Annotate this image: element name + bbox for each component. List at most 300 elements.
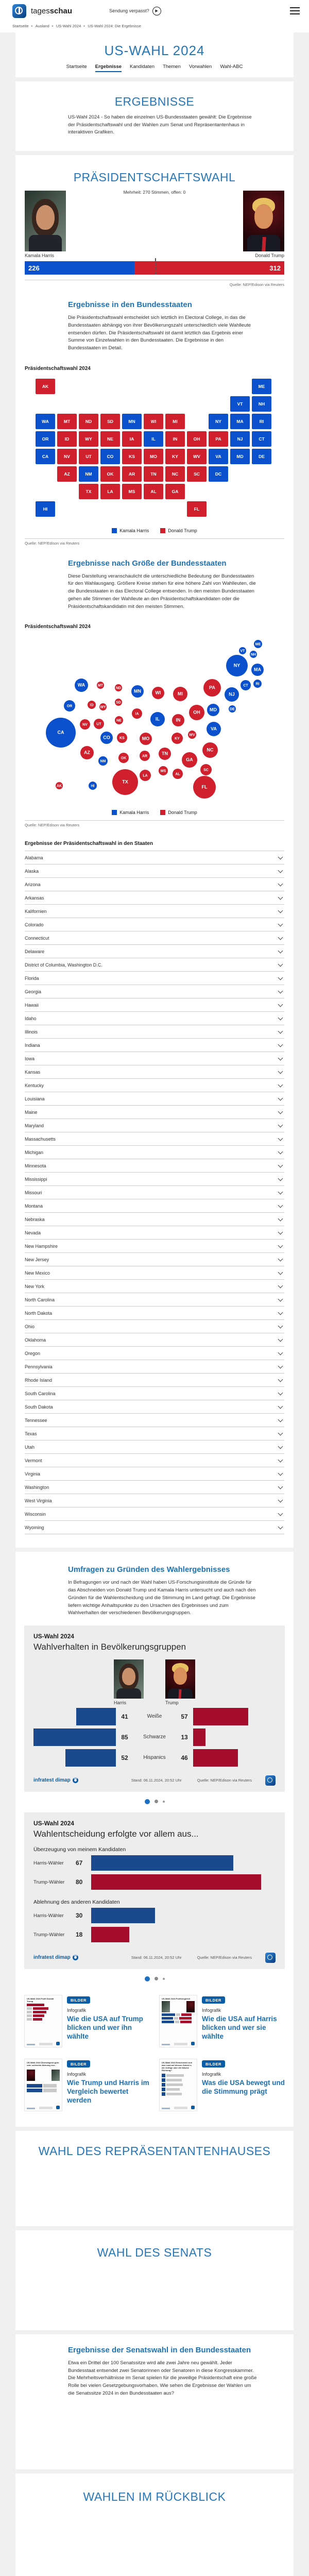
state-row[interactable]	[25, 1038, 284, 1052]
state-row[interactable]	[25, 1025, 284, 1038]
svg-text:MI: MI	[178, 691, 183, 697]
map-tile-MN[interactable]: MN	[122, 414, 142, 429]
teaser-text	[202, 2059, 285, 2111]
map-tile-NY[interactable]: NY	[209, 414, 228, 429]
state-row[interactable]	[25, 877, 284, 891]
state-row[interactable]	[25, 1279, 284, 1293]
bubble-WV[interactable]	[188, 731, 196, 739]
state-row[interactable]	[25, 1159, 284, 1172]
state-row[interactable]	[25, 1520, 284, 1534]
map-tile-VT[interactable]: VT	[230, 396, 250, 412]
chevron-down-icon	[278, 1109, 283, 1114]
map-tile-ME[interactable]: ME	[252, 379, 271, 394]
map-tile-OR[interactable]: OR	[36, 431, 55, 447]
state-row[interactable]	[25, 904, 284, 918]
svg-text:WI: WI	[155, 690, 161, 696]
map-tile-NM[interactable]: NM	[79, 466, 98, 482]
map-tile-PA[interactable]: PA	[209, 431, 228, 447]
bubble-WY[interactable]	[99, 703, 107, 710]
map-tile-OH[interactable]: OH	[187, 431, 207, 447]
state-name: Iowa	[25, 1056, 35, 1061]
teaser-title[interactable]: Wie die USA auf Harris blicken und wer sie wählte	[202, 2014, 277, 2041]
ard-logo-icon	[265, 1953, 276, 1963]
map-tile-NV[interactable]: NV	[57, 449, 77, 464]
bubble-TN[interactable]	[159, 748, 171, 760]
teaser-card[interactable]	[159, 2059, 285, 2111]
svg-text:OR: OR	[66, 704, 73, 708]
bubble-WI[interactable]	[152, 687, 164, 699]
chart2-row	[33, 1925, 276, 1944]
trump-bar	[91, 1874, 261, 1890]
map-tile-AR[interactable]: AR	[122, 466, 142, 482]
rueckblick-card	[15, 2473, 294, 2576]
teaser-title[interactable]: Was die USA bewegt und die Stimmung prägt	[202, 2078, 285, 2096]
majority-marker	[155, 258, 156, 275]
state-name: Mississippi	[25, 1176, 47, 1182]
teaser-card[interactable]	[24, 2059, 150, 2111]
svg-text:MN: MN	[134, 688, 141, 694]
chart2-stand: Stand: 06.11.2024, 20:52 Uhr	[131, 1955, 182, 1960]
map-tile-ID[interactable]: ID	[57, 431, 77, 447]
voter-label: Trump-Wähler	[33, 1931, 65, 1938]
bubble-NV[interactable]	[80, 719, 90, 730]
bubble-WA[interactable]	[75, 679, 88, 692]
bubble-KS[interactable]	[117, 733, 127, 743]
harris-photo	[25, 191, 66, 251]
harris-bar	[76, 1708, 116, 1725]
chevron-down-icon	[278, 1243, 283, 1248]
state-row[interactable]	[25, 1199, 284, 1212]
state-name: West Virginia	[25, 1498, 52, 1503]
bubble-NJ[interactable]	[225, 687, 239, 702]
bubble-VT[interactable]	[239, 647, 246, 654]
bubble-NE[interactable]	[115, 716, 123, 724]
map-tile-CO[interactable]: CO	[100, 449, 120, 464]
chevron-down-icon	[278, 1350, 283, 1355]
map-tile-MT[interactable]: MT	[57, 414, 77, 429]
bubble-CA[interactable]	[46, 718, 76, 748]
state-row[interactable]	[25, 1306, 284, 1319]
svg-text:AZ: AZ	[84, 750, 90, 755]
bubble-PA[interactable]	[203, 679, 221, 697]
electoral-cartogram[interactable]	[15, 634, 294, 804]
chevron-down-icon	[278, 935, 283, 940]
svg-text:DE: DE	[230, 707, 235, 711]
bubble-MI[interactable]	[173, 687, 187, 701]
chart1-footer	[33, 1775, 276, 1786]
state-row[interactable]	[25, 1011, 284, 1025]
map-tile-UT[interactable]: UT	[79, 449, 98, 464]
state-row[interactable]	[25, 918, 284, 931]
majority-note: Mehrheit: 270 Stimmen, offen: 0	[123, 190, 186, 195]
harris-bar	[91, 1855, 233, 1871]
bubble-SD[interactable]	[115, 699, 122, 706]
chart2-row	[33, 1854, 276, 1873]
chart1-row	[33, 1749, 276, 1767]
map-tile-AK[interactable]: AK	[36, 379, 55, 394]
svg-text:ID: ID	[90, 703, 94, 707]
tab-wahl-abc[interactable]: Wahl-ABC	[220, 64, 243, 70]
state-row[interactable]	[25, 1293, 284, 1306]
tab-startseite[interactable]: Startseite	[66, 64, 87, 70]
map-tile-KY[interactable]: KY	[165, 449, 185, 464]
source-note: Quelle: NEP/Edison via Reuters	[25, 540, 80, 546]
trump-bar	[91, 1927, 129, 1942]
map-tile-DC[interactable]: DC	[209, 466, 228, 482]
map-tile-MA[interactable]: MA	[230, 414, 250, 429]
svg-text:WV: WV	[189, 733, 195, 737]
carousel-dot[interactable]	[163, 1801, 165, 1803]
svg-text:CA: CA	[57, 730, 64, 735]
sendung-verpasst-label: Sendung verpasst?	[109, 8, 149, 13]
bubble-RI[interactable]	[253, 680, 262, 688]
tab-ergebnisse[interactable]: Ergebnisse	[95, 64, 122, 72]
state-row[interactable]	[25, 958, 284, 971]
map-tile-WV[interactable]: WV	[187, 449, 207, 464]
chevron-down-icon	[278, 1202, 283, 1208]
bilder-badge: BILDER	[67, 1996, 90, 2004]
state-name: Connecticut	[25, 935, 49, 941]
state-name: Vermont	[25, 1458, 42, 1463]
map-tile-IA[interactable]: IA	[122, 431, 142, 447]
chevron-down-icon	[278, 894, 283, 900]
bubble-NC[interactable]	[202, 742, 218, 758]
chevron-down-icon	[278, 961, 283, 967]
state-row[interactable]	[25, 1052, 284, 1065]
map-tile-KS[interactable]: KS	[122, 449, 142, 464]
map-tile-LA[interactable]: LA	[100, 484, 120, 499]
bubble-UT[interactable]	[94, 719, 104, 729]
state-name: Pennsylvania	[25, 1364, 53, 1369]
map-tile-RI[interactable]: RI	[252, 414, 271, 429]
svg-text:MA: MA	[254, 667, 261, 672]
state-name: Nevada	[25, 1230, 41, 1235]
state-row[interactable]	[25, 971, 284, 985]
tab-vorwahlen[interactable]: Vorwahlen	[188, 64, 212, 70]
chevron-down-icon	[278, 1122, 283, 1127]
bubble-AZ[interactable]	[80, 746, 94, 759]
bubble-NM[interactable]	[98, 756, 108, 766]
map-tile-AL[interactable]: AL	[144, 484, 163, 499]
state-row[interactable]	[25, 985, 284, 998]
state-name: Hawaii	[25, 1002, 39, 1008]
map-tile-WA[interactable]: WA	[36, 414, 55, 429]
state-row[interactable]	[25, 1507, 284, 1520]
ard-logo-icon	[191, 2042, 195, 2045]
state-row[interactable]	[25, 1185, 284, 1199]
trump-value: 13	[181, 1733, 188, 1741]
map-tile-MS[interactable]: MS	[122, 484, 142, 499]
harris-photo-small	[114, 1659, 144, 1699]
map-tile-MD[interactable]: MD	[230, 449, 250, 464]
map-tile-TN[interactable]: TN	[144, 466, 163, 482]
state-row[interactable]	[25, 1480, 284, 1494]
chevron-down-icon	[278, 1229, 283, 1234]
bubble-MO[interactable]	[140, 733, 152, 745]
state-name: Colorado	[25, 922, 44, 927]
breadcrumb	[0, 22, 309, 32]
chevron-down-icon	[278, 1055, 283, 1060]
state-row[interactable]	[25, 864, 284, 877]
chart2-row	[33, 1873, 276, 1892]
trump-bar	[193, 1708, 248, 1725]
bubble-ID[interactable]	[88, 701, 96, 709]
hamburger-menu-icon[interactable]	[290, 7, 300, 14]
bubble-GA[interactable]	[182, 752, 197, 768]
breadcrumb-separator-icon: ▸	[31, 25, 33, 28]
bilder-badge: BILDER	[67, 2060, 90, 2067]
groesse-heading: Ergebnisse nach Größe der Bundesstaaten	[68, 558, 227, 568]
state-row[interactable]	[25, 1333, 284, 1346]
state-name: Kansas	[25, 1069, 41, 1075]
map-tile-NC[interactable]: NC	[165, 466, 185, 482]
bubble-ND[interactable]	[115, 684, 122, 691]
harris-votes-bar: 226	[25, 261, 134, 275]
breadcrumb-item[interactable]: Ausland	[35, 24, 49, 28]
bubble-MN[interactable]	[131, 685, 144, 698]
chevron-down-icon	[278, 975, 283, 980]
tagesschau-logo-icon[interactable]	[12, 4, 26, 18]
state-name: Kentucky	[25, 1082, 44, 1088]
state-row[interactable]	[25, 1105, 284, 1118]
chevron-down-icon	[278, 1377, 283, 1382]
map-tile-CA[interactable]: CA	[36, 449, 55, 464]
carousel-dot[interactable]	[154, 1800, 158, 1803]
site-header	[0, 0, 309, 32]
bubble-OR[interactable]	[64, 700, 75, 711]
state-name: Missouri	[25, 1190, 42, 1195]
state-row[interactable]	[25, 1386, 284, 1400]
tagesschau-wordmark[interactable]: tagesschau	[31, 6, 73, 15]
map-tile-IN[interactable]: IN	[165, 431, 185, 447]
state-row[interactable]	[25, 1440, 284, 1453]
infratest-dimap-logo: infratest dimap	[33, 1955, 78, 1960]
state-name: Arkansas	[25, 895, 44, 901]
svg-text:TN: TN	[162, 751, 168, 756]
bubble-MS[interactable]	[159, 766, 168, 775]
state-name: North Dakota	[25, 1310, 53, 1316]
state-row[interactable]	[25, 1239, 284, 1252]
chevron-down-icon	[278, 1283, 283, 1288]
state-row[interactable]	[25, 1427, 284, 1440]
state-row[interactable]	[25, 1172, 284, 1185]
state-row[interactable]	[25, 1132, 284, 1145]
map-tile-ND[interactable]: ND	[79, 414, 98, 429]
chevron-down-icon	[278, 1363, 283, 1368]
state-row[interactable]	[25, 1226, 284, 1239]
svg-text:NC: NC	[207, 747, 214, 753]
bubble-KY[interactable]	[171, 733, 183, 744]
bubble-HI[interactable]	[89, 782, 97, 790]
state-row[interactable]	[25, 851, 284, 864]
electoral-vote-bar	[25, 261, 284, 275]
state-row[interactable]	[25, 1346, 284, 1360]
carousel-dot-active[interactable]	[145, 1799, 150, 1804]
chart1-row	[33, 1728, 276, 1747]
bubble-OH[interactable]	[189, 705, 204, 720]
states-list-heading: Ergebnisse der Präsidentschaftswahl in den Staaten	[25, 841, 153, 847]
chart2-source: Quelle: NEP/Edison via Reuters	[197, 1955, 252, 1960]
state-name: Kalifornien	[25, 908, 47, 914]
ergebnisse-title: ERGEBNISSE	[114, 95, 195, 108]
chevron-down-icon	[278, 1497, 283, 1502]
state-row[interactable]	[25, 1212, 284, 1226]
state-name: Minnesota	[25, 1163, 46, 1168]
state-row[interactable]	[25, 1360, 284, 1373]
harris-bar	[91, 1908, 155, 1923]
state-row[interactable]	[25, 1145, 284, 1159]
state-row[interactable]	[25, 1400, 284, 1413]
chart1-source: Quelle: NEP/Edison via Reuters	[197, 1778, 252, 1783]
bubble-MA[interactable]	[251, 664, 264, 676]
map-tile-SC[interactable]: SC	[187, 466, 207, 482]
state-name: New Hampshire	[25, 1243, 58, 1249]
bubble-FL[interactable]	[193, 776, 216, 799]
map-tile-NE[interactable]: NE	[100, 431, 120, 447]
teaser-text	[67, 2059, 150, 2111]
bubble-AL[interactable]	[173, 769, 183, 779]
map-tile-OK[interactable]: OK	[100, 466, 120, 482]
harris-value: 52	[121, 1754, 128, 1761]
carousel-dot[interactable]	[163, 1978, 165, 1980]
svg-text:AR: AR	[142, 754, 148, 758]
map-tile-WI[interactable]: WI	[144, 414, 163, 429]
trump-votes-bar: 312	[134, 261, 284, 275]
map-tile-MO[interactable]: MO	[144, 449, 163, 464]
map-tile-WY[interactable]: WY	[79, 431, 98, 447]
bubble-LA[interactable]	[140, 770, 151, 781]
teaser-card[interactable]	[24, 1995, 150, 2047]
state-row[interactable]	[25, 1413, 284, 1427]
bubble-SC[interactable]	[200, 764, 212, 775]
bubble-CO[interactable]	[100, 732, 113, 744]
us-states-map[interactable]	[15, 377, 294, 522]
map-tile-DE[interactable]: DE	[252, 449, 271, 464]
ard-logo-icon	[56, 2042, 60, 2045]
chart1-kicker: US-Wahl 2024	[33, 1632, 74, 1640]
state-row[interactable]	[25, 1092, 284, 1105]
svg-text:LA: LA	[143, 774, 148, 778]
state-row[interactable]	[25, 931, 284, 944]
bubble-OK[interactable]	[118, 753, 129, 763]
state-row[interactable]	[25, 998, 284, 1011]
carousel-dot-active[interactable]	[145, 1976, 150, 1981]
map-tile-TX[interactable]: TX	[79, 484, 98, 499]
senatswahl-card	[15, 2334, 294, 2469]
map-tile-SD[interactable]: SD	[100, 414, 120, 429]
chart2-group-label: Überzeugung von meinem Kandidaten	[33, 1846, 126, 1853]
praesidentschaftswahl-title: PRÄSIDENTSCHAFTSWAHL	[73, 171, 236, 184]
state-name: Louisiana	[25, 1096, 45, 1101]
breadcrumb-item[interactable]: US-Wahl 2024	[56, 24, 81, 28]
teaser-title[interactable]: Wie Trump und Harris im Vergleich bewertet werden	[67, 2078, 149, 2105]
teaser-text	[67, 1995, 150, 2047]
chevron-down-icon	[278, 1323, 283, 1328]
state-name: Alabama	[25, 855, 43, 860]
chart2-rows	[33, 1846, 276, 1944]
state-name: Georgia	[25, 989, 42, 994]
harris-name: Kamala Harris	[25, 253, 55, 259]
state-name: Florida	[25, 975, 39, 981]
svg-text:GA: GA	[186, 757, 193, 762]
state-row[interactable]	[25, 1078, 284, 1092]
state-row[interactable]	[25, 1319, 284, 1333]
map-tile-IL[interactable]: IL	[144, 431, 163, 447]
state-row[interactable]	[25, 1467, 284, 1480]
map-tile-HI[interactable]: HI	[36, 501, 55, 517]
state-name: New York	[25, 1283, 45, 1289]
svg-text:NY: NY	[233, 663, 241, 668]
state-row[interactable]	[25, 1494, 284, 1507]
state-name: Maine	[25, 1109, 38, 1115]
state-row[interactable]	[25, 891, 284, 904]
tab-themen[interactable]: Themen	[163, 64, 181, 70]
map-tile-MI[interactable]: MI	[165, 414, 185, 429]
chart2-group-label: Ablehnung des anderen Kandidaten	[33, 1899, 120, 1905]
map-tile-AZ[interactable]: AZ	[57, 466, 77, 482]
map-tile-FL[interactable]: FL	[187, 501, 207, 517]
tab-kandidaten[interactable]: Kandidaten	[130, 64, 155, 70]
bubble-AR[interactable]	[140, 751, 150, 761]
carousel-dot[interactable]	[154, 1977, 158, 1980]
state-row[interactable]	[25, 1453, 284, 1467]
map-tile-CT[interactable]: CT	[252, 431, 271, 447]
state-row[interactable]	[25, 1252, 284, 1266]
bubble-DE[interactable]	[229, 705, 236, 713]
sendung-verpasst-button[interactable]	[109, 7, 161, 15]
map-title: Präsidentschaftswahl 2024	[25, 365, 91, 371]
bubble-CT[interactable]	[241, 680, 251, 690]
map-tile-NJ[interactable]: NJ	[230, 431, 250, 447]
bubble-IL[interactable]	[150, 712, 165, 726]
state-row[interactable]	[25, 1118, 284, 1132]
group-label: Weiße	[147, 1714, 162, 1720]
chevron-down-icon	[278, 1390, 283, 1395]
umfragen-card	[15, 1552, 294, 2127]
svg-text:IL: IL	[156, 716, 160, 722]
chart-panel-wahlentscheidung	[24, 1812, 285, 1969]
teaser-card[interactable]	[159, 1995, 285, 2047]
state-row[interactable]	[25, 1373, 284, 1386]
bubble-ME[interactable]	[254, 640, 262, 648]
bubble-NY[interactable]	[226, 655, 248, 676]
state-name: Ohio	[25, 1324, 35, 1329]
svg-text:CT: CT	[243, 684, 248, 688]
teaser-title[interactable]: Wie die USA auf Trump blicken und wer ihn wählte	[67, 2014, 143, 2041]
svg-text:SD: SD	[116, 701, 121, 705]
bubble-TX[interactable]	[112, 769, 138, 795]
state-name: Illinois	[25, 1029, 38, 1035]
breadcrumb-item[interactable]: US-Wahl 2024: Die Ergebnisse	[88, 24, 141, 28]
breadcrumb-item[interactable]: Startseite	[12, 24, 29, 28]
bubble-MD[interactable]	[207, 704, 219, 716]
map-tile-NH[interactable]: NH	[252, 396, 271, 412]
repraesentantenhaus-card	[15, 2131, 294, 2226]
bubble-AK[interactable]	[56, 782, 63, 789]
map-tile-VA[interactable]: VA	[209, 449, 228, 464]
state-row[interactable]	[25, 1266, 284, 1279]
bubble-MT[interactable]	[97, 682, 104, 689]
bubble-VA[interactable]	[207, 722, 221, 736]
voter-label: Harris-Wähler	[33, 1860, 64, 1866]
voter-label: Harris-Wähler	[33, 1912, 64, 1919]
state-row[interactable]	[25, 1065, 284, 1078]
bubble-IA[interactable]	[132, 708, 142, 719]
bubble-NH[interactable]	[250, 651, 257, 658]
map-tile-GA[interactable]: GA	[165, 484, 185, 499]
bubble-IN[interactable]	[172, 714, 184, 726]
state-row[interactable]	[25, 944, 284, 958]
